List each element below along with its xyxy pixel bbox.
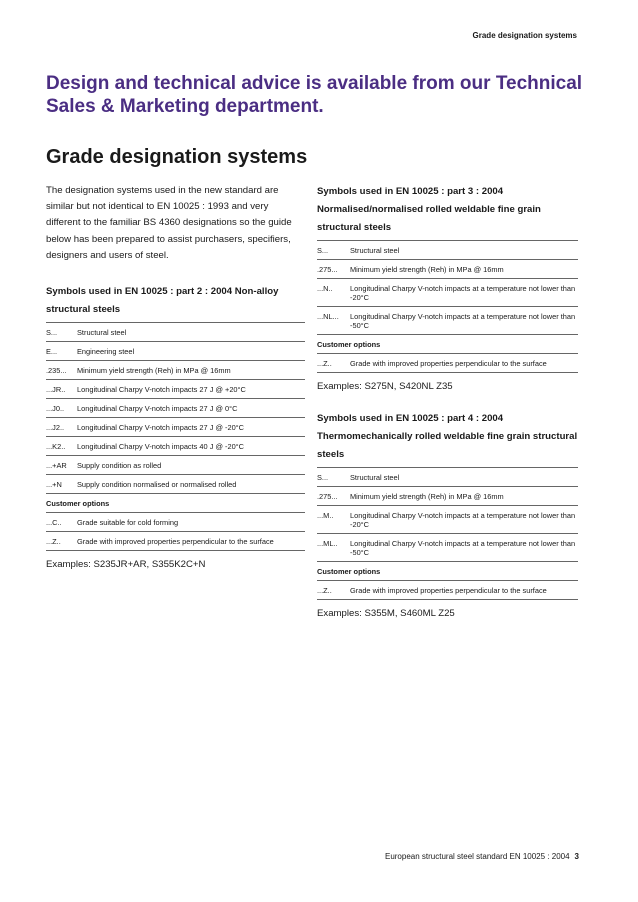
symbol-description: Grade with improved properties perpendicular to the surface <box>350 359 547 368</box>
symbol-code: ...N.. <box>317 284 333 293</box>
intro-paragraph: The designation systems used in the new standard are similar but not identical to EN 10025 : 1993 and very different to the familiar BS 4360 designations so the guide below has been prepared to assist purchasers, specifiers, designers and users of steel. <box>46 185 292 261</box>
part2-rows-row <box>46 475 305 494</box>
part3-rows-row <box>317 241 578 260</box>
part4-rows-row <box>317 468 578 487</box>
symbol-code: ...+N <box>46 480 62 490</box>
symbol-code: E... <box>46 347 58 357</box>
right-column <box>317 183 578 621</box>
part2-rows-row <box>46 361 305 380</box>
symbol-description: Longitudinal Charpy V-notch impacts at a temperature not lower than -20°C <box>350 284 576 302</box>
part4-options-row <box>317 581 578 600</box>
part3-symbol-table <box>317 240 578 373</box>
part2-rows-row <box>46 323 305 342</box>
symbol-code: .235... <box>46 366 67 376</box>
part4-symbol-table <box>317 467 578 600</box>
symbol-description: Grade with improved properties perpendicular to the surface <box>350 586 547 595</box>
footer-text: European structural steel standard EN 10025 : 2004 <box>384 852 570 861</box>
symbol-code: ...J0.. <box>46 404 65 414</box>
symbol-description: Minimum yield strength (Reh) in MPa @ 16mm <box>350 265 504 274</box>
part3-heading: Symbols used in EN 10025 : part 3 : 2004 Normalised/normalised rolled weldable fine grain structural steels <box>317 186 541 233</box>
part4-rows-row <box>317 534 578 562</box>
symbol-code: ...ML.. <box>317 539 338 548</box>
part2-options-row <box>46 513 305 532</box>
symbol-code: ...M.. <box>317 511 334 520</box>
part2-symbol-table <box>46 322 305 551</box>
part4-rows-row <box>317 506 578 534</box>
symbol-description: Engineering steel <box>77 347 135 357</box>
symbol-description: Longitudinal Charpy V-notch impacts 27 J @ 0°C <box>77 404 238 414</box>
running-head: Grade designation systems <box>472 31 577 40</box>
symbol-description: Minimum yield strength (Reh) in MPa @ 16mm <box>77 366 231 376</box>
part3-rows-row <box>317 279 578 307</box>
symbol-description: Longitudinal Charpy V-notch impacts at a temperature not lower than -20°C <box>350 511 576 529</box>
part4-customer-options-label: Customer options <box>317 562 578 581</box>
symbol-code: .275... <box>317 492 338 501</box>
symbol-description: Structural steel <box>350 473 400 482</box>
part2-examples: Examples: S235JR+AR, S355K2C+N <box>46 559 206 571</box>
symbol-description: Grade suitable for cold forming <box>77 518 179 528</box>
symbol-description: Minimum yield strength (Reh) in MPa @ 16mm <box>350 492 504 501</box>
part2-options-row <box>46 532 305 551</box>
symbol-code: S... <box>46 328 58 338</box>
part4-rows-row <box>317 487 578 506</box>
symbol-description: Longitudinal Charpy V-notch impacts 40 J @ -20°C <box>77 442 244 452</box>
part2-rows-row <box>46 342 305 361</box>
symbol-code: S... <box>317 473 329 482</box>
part2-section <box>46 283 305 572</box>
lead-statement: Design and technical advice is available from our Technical Sales & Marketing department. <box>46 73 583 117</box>
symbol-code: ...Z.. <box>317 359 332 368</box>
symbol-code: ...Z.. <box>317 586 332 595</box>
part2-rows-row <box>46 456 305 475</box>
symbol-description: Grade with improved properties perpendicular to the surface <box>77 537 274 547</box>
part2-rows-row <box>46 437 305 456</box>
page-number: 3 <box>574 852 579 861</box>
part3-options-row <box>317 354 578 373</box>
part4-examples: Examples: S355M, S460ML Z25 <box>317 608 455 619</box>
symbol-code: ...Z.. <box>46 537 61 547</box>
left-column <box>46 183 305 572</box>
symbol-description: Structural steel <box>350 246 400 255</box>
symbol-code: ...C.. <box>46 518 62 528</box>
page-footer <box>385 852 579 861</box>
symbol-description: Longitudinal Charpy V-notch impacts at a temperature not lower than -50°C <box>350 539 576 557</box>
symbol-code: ...K2.. <box>46 442 66 452</box>
part2-rows-row <box>46 399 305 418</box>
part3-rows-row <box>317 307 578 335</box>
part4-heading: Symbols used in EN 10025 : part 4 : 2004 Thermomechanically rolled weldable fine grain structural steels <box>317 413 578 460</box>
part3-customer-options-label: Customer options <box>317 335 578 354</box>
part2-rows-row <box>46 418 305 437</box>
symbol-code: .275... <box>317 265 338 274</box>
symbol-code: ...J2.. <box>46 423 65 433</box>
symbol-code: ...+AR <box>46 461 67 471</box>
symbol-code: ...NL... <box>317 312 339 321</box>
part2-heading: Symbols used in EN 10025 : part 2 : 2004 Non-alloy structural steels <box>46 286 279 316</box>
part2-customer-options-label: Customer options <box>46 494 305 513</box>
symbol-code: S... <box>317 246 329 255</box>
symbol-description: Longitudinal Charpy V-notch impacts 27 J @ -20°C <box>77 423 244 433</box>
symbol-code: ...JR.. <box>46 385 66 395</box>
symbol-description: Longitudinal Charpy V-notch impacts at a temperature not lower than -50°C <box>350 312 576 330</box>
symbol-description: Structural steel <box>77 328 127 338</box>
part4-section <box>317 410 578 621</box>
part2-rows-row <box>46 380 305 399</box>
symbol-description: Supply condition normalised or normalised rolled <box>77 480 237 490</box>
part3-examples: Examples: S275N, S420NL Z35 <box>317 381 453 392</box>
symbol-description: Longitudinal Charpy V-notch impacts 27 J @ +20°C <box>77 385 246 395</box>
part3-rows-row <box>317 260 578 279</box>
part3-section <box>317 183 578 394</box>
symbol-description: Supply condition as rolled <box>77 461 162 471</box>
page-title: Grade designation systems <box>46 146 308 168</box>
